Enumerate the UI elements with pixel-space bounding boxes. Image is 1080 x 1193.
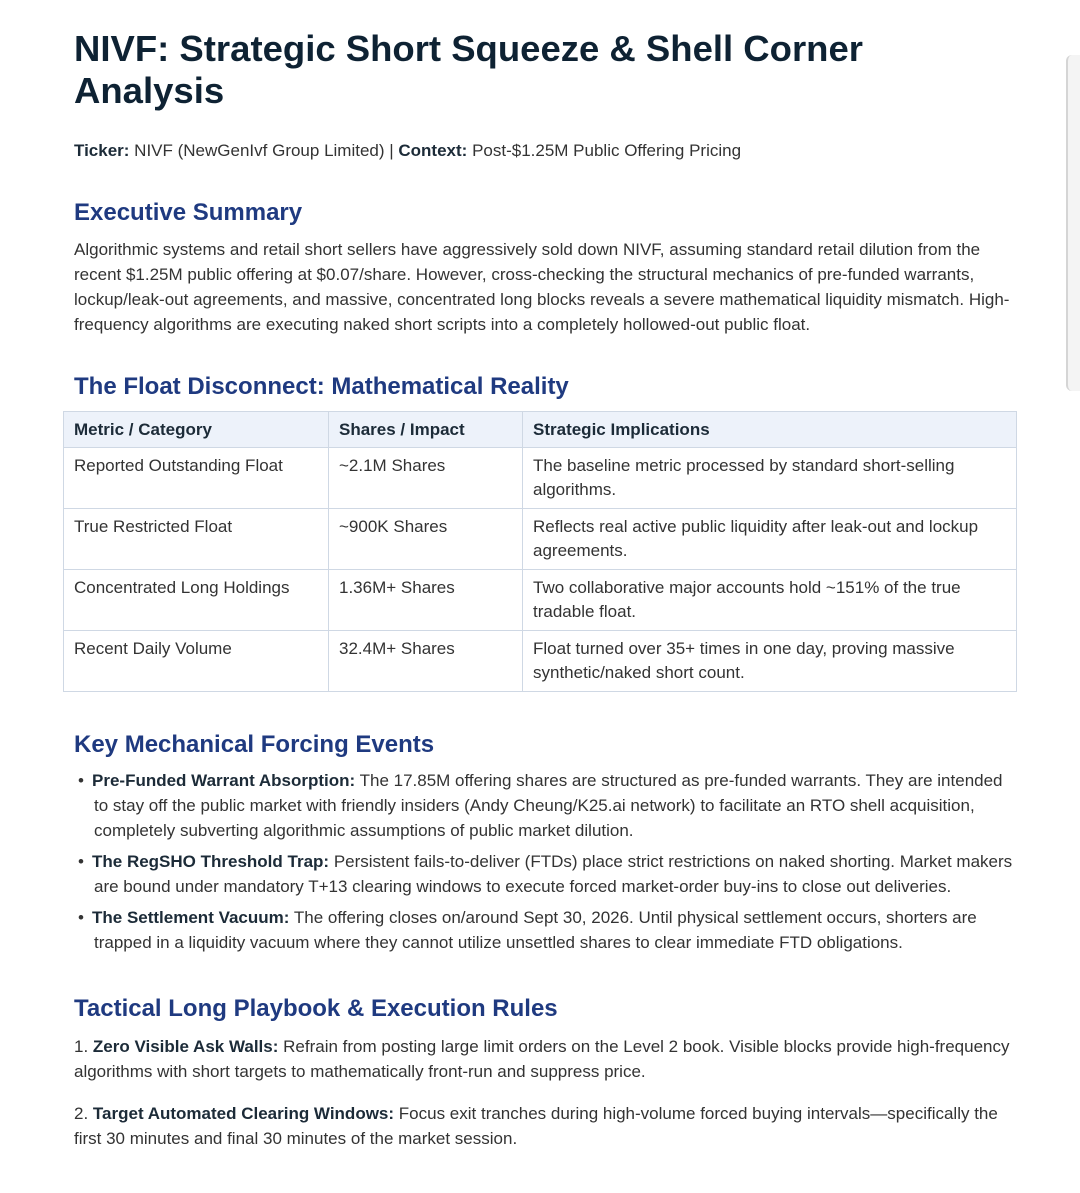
event-text: The offering closes on/around Sept 30, 2026. Until physical settlement occurs, shorters are trapped in a liquidity vacuum where they cannot utilize unsettled shares to clear immediate FTD obligations. bbox=[94, 908, 977, 952]
event-label: Pre-Funded Warrant Absorption: bbox=[92, 771, 356, 790]
rule-label: Target Automated Clearing Windows: bbox=[92, 1104, 395, 1123]
bullet-icon: • bbox=[78, 852, 84, 871]
list-item bbox=[74, 1101, 1019, 1151]
table-row bbox=[64, 509, 1017, 570]
playbook-heading: Tactical Long Playbook & Execution Rules bbox=[74, 995, 558, 1022]
rule-text: Focus exit tranches during high-volume forced buying intervals—specifically the first 30 minutes and final 30 minutes of the market session. bbox=[74, 1104, 998, 1148]
executive-summary-heading: Executive Summary bbox=[74, 199, 303, 226]
column-header-implications: Strategic Implications bbox=[523, 412, 1017, 448]
float-disconnect-heading: The Float Disconnect: Mathematical Reality bbox=[74, 373, 569, 400]
scrollbar[interactable] bbox=[1066, 55, 1080, 391]
table-cell-shares: ~900K Shares bbox=[329, 509, 523, 570]
rule-number: 2. bbox=[74, 1104, 93, 1123]
table-cell-metric: Recent Daily Volume bbox=[64, 631, 329, 692]
playbook-list bbox=[74, 1034, 1019, 1151]
table-cell-implication: Two collaborative major accounts hold ~151% of the true tradable float. bbox=[523, 570, 1017, 631]
float-table bbox=[63, 411, 1017, 692]
table-cell-shares: ~2.1M Shares bbox=[329, 448, 523, 509]
rule-label: Zero Visible Ask Walls: bbox=[92, 1037, 279, 1056]
table-cell-implication: The baseline metric processed by standard short-selling algorithms. bbox=[523, 448, 1017, 509]
list-item bbox=[68, 768, 1019, 843]
table-row bbox=[64, 570, 1017, 631]
column-header-metric: Metric / Category bbox=[64, 412, 329, 448]
table-cell-implication: Reflects real active public liquidity after leak-out and lockup agreements. bbox=[523, 509, 1017, 570]
meta-line bbox=[74, 140, 1019, 162]
context-label: Context: bbox=[398, 141, 468, 160]
executive-summary-text: Algorithmic systems and retail short sellers have aggressively sold down NIVF, assuming standard retail dilution from the recent $1.25M public offering at $0.07/share. However, cross-checking the structural mechanics of pre-funded warrants, lockup/leak-out agreements, and massive, concentrated long blocks reveals a severe mathematical liquidity mismatch. High-frequency algorithms are executing naked short scripts into a completely hollowed-out public float. bbox=[74, 240, 1010, 334]
table-row bbox=[64, 631, 1017, 692]
table-cell-metric: True Restricted Float bbox=[64, 509, 329, 570]
forcing-events-list bbox=[74, 768, 1019, 955]
bullet-icon: • bbox=[78, 771, 84, 790]
column-header-shares: Shares / Impact bbox=[329, 412, 523, 448]
forcing-events-heading: Key Mechanical Forcing Events bbox=[74, 731, 435, 758]
rule-number: 1. bbox=[74, 1037, 93, 1056]
list-item bbox=[74, 1034, 1019, 1084]
rule-text: Refrain from posting large limit orders on the Level 2 book. Visible blocks provide high-frequency algorithms with short targets to mathematically front-run and suppress price. bbox=[74, 1037, 1010, 1081]
bullet-icon: • bbox=[78, 908, 84, 927]
list-item bbox=[68, 849, 1019, 899]
table-header-row bbox=[64, 412, 1017, 448]
event-label: The Settlement Vacuum: bbox=[92, 908, 290, 927]
table-cell-implication: Float turned over 35+ times in one day, proving massive synthetic/naked short count. bbox=[523, 631, 1017, 692]
table-cell-shares: 32.4M+ Shares bbox=[329, 631, 523, 692]
ticker-value: NIVF (NewGenIvf Group Limited) | bbox=[129, 141, 399, 160]
table-cell-metric: Reported Outstanding Float bbox=[64, 448, 329, 509]
table-row bbox=[64, 448, 1017, 509]
context-value: Post-$1.25M Public Offering Pricing bbox=[467, 141, 742, 160]
event-label: The RegSHO Threshold Trap: bbox=[92, 852, 330, 871]
page-title: NIVF: Strategic Short Squeeze & Shell Corner Analysis bbox=[74, 28, 863, 111]
table-cell-metric: Concentrated Long Holdings bbox=[64, 570, 329, 631]
table-cell-shares: 1.36M+ Shares bbox=[329, 570, 523, 631]
document-page bbox=[74, 0, 1019, 1168]
event-text: Persistent fails-to-deliver (FTDs) place strict restrictions on naked shorting. Market makers are bound under mandatory T+13 clearing windows to execute forced market-order buy-ins to close out deliveries. bbox=[94, 852, 1013, 896]
list-item bbox=[68, 905, 1019, 955]
ticker-label: Ticker: bbox=[74, 141, 130, 160]
event-text: The 17.85M offering shares are structured as pre-funded warrants. They are intended to stay off the public market with friendly insiders (Andy Cheung/K25.ai network) to facilitate an RTO shell acquisition, completely subverting algorithmic assumptions of public market dilution. bbox=[94, 771, 1003, 840]
